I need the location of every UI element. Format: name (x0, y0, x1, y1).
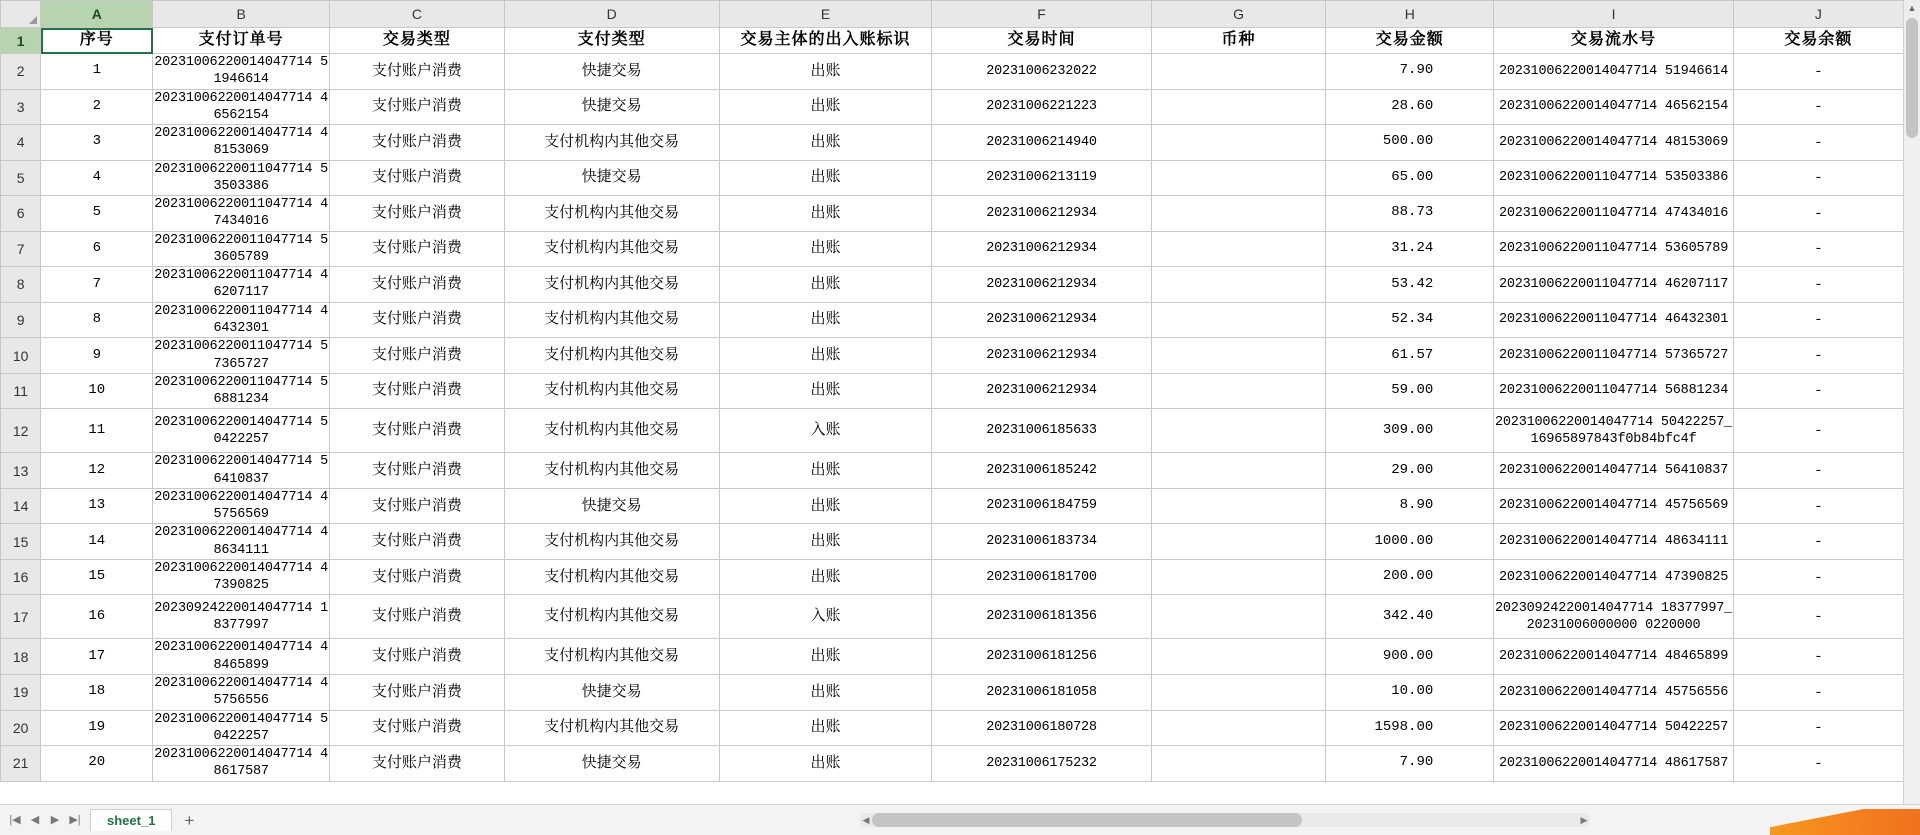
cell-i18[interactable]: 20231006220014047714 48465899 (1494, 639, 1734, 675)
cell-h9[interactable]: 52.34 (1326, 302, 1494, 338)
cell-g17[interactable] (1151, 595, 1326, 639)
horizontal-scrollbar[interactable] (860, 813, 1590, 827)
cell-g20[interactable] (1151, 710, 1326, 746)
cell-d1[interactable]: 支付类型 (504, 28, 719, 54)
cell-d21[interactable]: 快捷交易 (504, 746, 719, 782)
cell-j13[interactable]: - (1733, 453, 1903, 489)
cell-c9[interactable]: 支付账户消费 (330, 302, 505, 338)
cell-b19[interactable]: 20231006220014047714 45756556 (154, 675, 329, 709)
table-row[interactable] (1, 453, 1904, 489)
cell-d8[interactable]: 支付机构内其他交易 (504, 267, 719, 303)
cell-i2[interactable]: 20231006220014047714 51946614 (1494, 54, 1734, 90)
cell-e13[interactable]: 出账 (719, 453, 932, 489)
cell-g16[interactable] (1151, 559, 1326, 595)
scroll-right-arrow[interactable]: ▶ (1580, 815, 1588, 825)
cell-g13[interactable] (1151, 453, 1326, 489)
cell-g11[interactable] (1151, 373, 1326, 409)
cell-b10[interactable]: 20231006220011047714 57365727 (154, 339, 329, 372)
cell-i13[interactable]: 20231006220014047714 56410837 (1494, 453, 1734, 489)
cell-h6[interactable]: 88.73 (1326, 196, 1494, 232)
cell-i1[interactable]: 交易流水号 (1494, 28, 1734, 54)
cell-f12[interactable]: 20231006185633 (932, 409, 1151, 453)
cell-i6[interactable]: 20231006220011047714 47434016 (1494, 196, 1734, 232)
cell-f6[interactable]: 20231006212934 (932, 196, 1151, 232)
cell-h11[interactable]: 59.00 (1326, 373, 1494, 409)
cell-b4[interactable]: 20231006220014047714 48153069 (154, 126, 329, 159)
status-bar (0, 804, 1920, 835)
cell-i8[interactable]: 20231006220011047714 46207117 (1494, 267, 1734, 303)
cell-e11[interactable]: 出账 (719, 373, 932, 409)
cell-j3[interactable]: - (1733, 89, 1903, 125)
cell-d16[interactable]: 支付机构内其他交易 (504, 559, 719, 595)
cell-a18[interactable]: 17 (41, 639, 153, 675)
cell-d17[interactable]: 支付机构内其他交易 (504, 595, 719, 639)
row-header-14[interactable]: 14 (1, 488, 41, 524)
cell-c6[interactable]: 支付账户消费 (330, 196, 505, 232)
cell-g7[interactable] (1151, 231, 1326, 267)
cell-a17[interactable]: 16 (41, 595, 153, 639)
cell-e16[interactable]: 出账 (719, 559, 932, 595)
cell-h8[interactable]: 53.42 (1326, 267, 1494, 303)
cell-e14[interactable]: 出账 (719, 488, 932, 524)
cell-c18[interactable]: 支付账户消费 (330, 639, 505, 675)
cell-b21[interactable]: 20231006220014047714 48617587 (154, 747, 329, 780)
cell-d12[interactable]: 支付机构内其他交易 (504, 409, 719, 453)
row-header-11[interactable]: 11 (1, 373, 41, 409)
cell-a1[interactable]: 序号 (41, 28, 153, 54)
cell-j21[interactable]: - (1733, 746, 1903, 782)
cell-j6[interactable]: - (1733, 196, 1903, 232)
cell-d6[interactable]: 支付机构内其他交易 (504, 196, 719, 232)
cell-c20[interactable]: 支付账户消费 (330, 710, 505, 746)
cell-c4[interactable]: 支付账户消费 (330, 125, 505, 161)
cell-c13[interactable]: 支付账户消费 (330, 453, 505, 489)
cell-g15[interactable] (1151, 524, 1326, 560)
cell-g6[interactable] (1151, 196, 1326, 232)
row-header-21[interactable]: 21 (1, 746, 41, 782)
cell-j10[interactable]: - (1733, 338, 1903, 374)
cell-e17[interactable]: 入账 (719, 595, 932, 639)
row-header-20[interactable]: 20 (1, 710, 41, 746)
table-row[interactable] (1, 674, 1904, 710)
sheet-nav-buttons[interactable] (0, 811, 90, 829)
cell-d15[interactable]: 支付机构内其他交易 (504, 524, 719, 560)
cell-h3[interactable]: 28.60 (1326, 89, 1494, 125)
cell-f1[interactable]: 交易时间 (932, 28, 1151, 54)
cell-a21[interactable]: 20 (41, 746, 153, 782)
cell-h16[interactable]: 200.00 (1326, 559, 1494, 595)
cell-i7[interactable]: 20231006220011047714 53605789 (1494, 231, 1734, 267)
cell-j12[interactable]: - (1733, 409, 1903, 453)
row-header-2[interactable]: 2 (1, 54, 41, 90)
cell-j19[interactable]: - (1733, 674, 1903, 710)
prev-sheet-button[interactable]: ◀ (30, 814, 40, 826)
cell-i15[interactable]: 20231006220014047714 48634111 (1494, 524, 1734, 560)
cell-j7[interactable]: - (1733, 231, 1903, 267)
sheet-tab-sheet_1[interactable]: sheet_1 (90, 809, 172, 831)
cell-b11[interactable]: 20231006220011047714 56881234 (154, 374, 329, 408)
row-header-13[interactable]: 13 (1, 453, 41, 489)
cell-c11[interactable]: 支付账户消费 (330, 373, 505, 409)
cell-b6[interactable]: 20231006220011047714 47434016 (154, 197, 329, 230)
cell-j4[interactable]: - (1733, 125, 1903, 161)
cell-b13[interactable]: 20231006220014047714 56410837 (154, 454, 329, 487)
row-header-5[interactable]: 5 (1, 160, 41, 196)
row-header-18[interactable]: 18 (1, 639, 41, 675)
cell-h10[interactable]: 61.57 (1326, 338, 1494, 374)
cell-f4[interactable]: 20231006214940 (932, 125, 1151, 161)
cell-f17[interactable]: 20231006181356 (932, 595, 1151, 639)
column-header-d[interactable]: D (504, 1, 719, 28)
table-row[interactable] (1, 302, 1904, 338)
cell-f9[interactable]: 20231006212934 (932, 302, 1151, 338)
cell-d7[interactable]: 支付机构内其他交易 (504, 231, 719, 267)
table-row[interactable] (1, 160, 1904, 196)
cell-h5[interactable]: 65.00 (1326, 160, 1494, 196)
cell-a7[interactable]: 6 (41, 231, 153, 267)
cell-d18[interactable]: 支付机构内其他交易 (504, 639, 719, 675)
cell-c7[interactable]: 支付账户消费 (330, 231, 505, 267)
cell-e10[interactable]: 出账 (719, 338, 932, 374)
scroll-up-arrow[interactable]: ▲ (1904, 0, 1920, 16)
cell-a12[interactable]: 11 (41, 409, 153, 453)
column-header-h[interactable]: H (1326, 1, 1494, 28)
cell-b2[interactable]: 20231006220014047714 51946614 (154, 55, 329, 88)
cell-b12[interactable]: 20231006220014047714 50422257 (153, 409, 330, 453)
column-header-b[interactable]: B (153, 1, 330, 28)
cell-a13[interactable]: 12 (41, 453, 153, 489)
row-header-19[interactable]: 19 (1, 674, 41, 710)
cell-e2[interactable]: 出账 (719, 54, 932, 90)
cell-c14[interactable]: 支付账户消费 (330, 488, 505, 524)
cell-h15[interactable]: 1000.00 (1326, 524, 1494, 560)
cell-b1[interactable]: 支付订单号 (153, 28, 330, 54)
cell-c10[interactable]: 支付账户消费 (330, 338, 505, 374)
cell-g12[interactable] (1151, 409, 1326, 453)
cell-e19[interactable]: 出账 (719, 674, 932, 710)
cell-j9[interactable]: - (1733, 302, 1903, 338)
cell-e6[interactable]: 出账 (719, 196, 932, 232)
cell-c21[interactable]: 支付账户消费 (330, 746, 505, 782)
row-header-8[interactable]: 8 (1, 267, 41, 303)
cell-j16[interactable]: - (1733, 559, 1903, 595)
cell-e12[interactable]: 入账 (719, 409, 932, 453)
cell-c3[interactable]: 支付账户消费 (330, 89, 505, 125)
cell-f19[interactable]: 20231006181058 (932, 674, 1151, 710)
cell-f18[interactable]: 20231006181256 (932, 639, 1151, 675)
cell-g18[interactable] (1151, 639, 1326, 675)
cell-a19[interactable]: 18 (41, 674, 153, 710)
cell-d13[interactable]: 支付机构内其他交易 (504, 453, 719, 489)
cell-i11[interactable]: 20231006220011047714 56881234 (1494, 373, 1734, 409)
cell-f8[interactable]: 20231006212934 (932, 267, 1151, 303)
cell-h2[interactable]: 7.90 (1326, 54, 1494, 90)
corner-triangle-icon (29, 16, 37, 24)
cell-a11[interactable]: 10 (41, 373, 153, 409)
cell-e1[interactable]: 交易主体的出入账标识 (719, 28, 932, 54)
cell-g19[interactable] (1151, 674, 1326, 710)
cell-f3[interactable]: 20231006221223 (932, 89, 1151, 125)
cell-i3[interactable]: 20231006220014047714 46562154 (1494, 89, 1734, 125)
cell-a20[interactable]: 19 (41, 710, 153, 746)
cell-a14[interactable]: 13 (41, 488, 153, 524)
cell-g9[interactable] (1151, 302, 1326, 338)
table-row[interactable] (1, 639, 1904, 675)
cell-c17[interactable]: 支付账户消费 (330, 595, 505, 639)
cell-c1[interactable]: 交易类型 (330, 28, 505, 54)
cell-b7[interactable]: 20231006220011047714 53605789 (154, 232, 329, 265)
table-row[interactable] (1, 409, 1904, 453)
cell-b9[interactable]: 20231006220011047714 46432301 (154, 303, 329, 336)
cell-i17[interactable]: 20230924220014047714 18377997_20231006000000 0220000 (1494, 595, 1734, 639)
row-header-7[interactable]: 7 (1, 231, 41, 267)
cell-j11[interactable]: - (1733, 373, 1903, 409)
cell-g5[interactable] (1151, 160, 1326, 196)
cell-c12[interactable]: 支付账户消费 (330, 409, 505, 453)
row-header-10[interactable]: 10 (1, 338, 41, 374)
table-row[interactable] (1, 196, 1904, 232)
cell-b8[interactable]: 20231006220011047714 46207117 (154, 268, 329, 301)
cell-g1[interactable]: 币种 (1151, 28, 1326, 54)
cell-a3[interactable]: 2 (41, 89, 153, 125)
cell-a9[interactable]: 8 (41, 302, 153, 338)
cell-i16[interactable]: 20231006220014047714 47390825 (1494, 559, 1734, 595)
table-row[interactable] (1, 54, 1904, 90)
cell-j2[interactable]: - (1733, 54, 1903, 90)
cell-a6[interactable]: 5 (41, 196, 153, 232)
cell-i4[interactable]: 20231006220014047714 48153069 (1494, 125, 1734, 161)
cell-e20[interactable]: 出账 (719, 710, 932, 746)
cell-g14[interactable] (1151, 488, 1326, 524)
row-header-4[interactable]: 4 (1, 125, 41, 161)
table-row[interactable] (1, 524, 1904, 560)
cell-e9[interactable]: 出账 (719, 302, 932, 338)
cell-b3[interactable]: 20231006220014047714 46562154 (154, 90, 329, 123)
cell-a10[interactable]: 9 (41, 338, 153, 374)
row-header-12[interactable]: 12 (1, 409, 41, 453)
cell-f2[interactable]: 20231006232022 (932, 54, 1151, 90)
select-all-corner[interactable] (1, 1, 41, 28)
cell-b15[interactable]: 20231006220014047714 48634111 (154, 525, 329, 558)
cell-i14[interactable]: 20231006220014047714 45756569 (1494, 488, 1734, 524)
row-header-15[interactable]: 15 (1, 524, 41, 560)
table-row[interactable] (1, 125, 1904, 161)
table-row[interactable] (1, 488, 1904, 524)
first-sheet-button[interactable]: |◀ (9, 814, 21, 826)
table-row[interactable] (1, 595, 1904, 639)
cell-h17[interactable]: 342.40 (1326, 595, 1494, 639)
cell-f16[interactable]: 20231006181700 (932, 559, 1151, 595)
orange-band-graphic (1770, 809, 1920, 835)
table-row[interactable] (1, 28, 1904, 54)
cell-d2[interactable]: 快捷交易 (504, 54, 719, 90)
cell-f13[interactable]: 20231006185242 (932, 453, 1151, 489)
cell-b14[interactable]: 20231006220014047714 45756569 (154, 489, 329, 523)
cell-f15[interactable]: 20231006183734 (932, 524, 1151, 560)
cell-h19[interactable]: 10.00 (1326, 674, 1494, 710)
cell-f5[interactable]: 20231006213119 (932, 160, 1151, 196)
cell-e8[interactable]: 出账 (719, 267, 932, 303)
cell-f20[interactable]: 20231006180728 (932, 710, 1151, 746)
next-sheet-button[interactable]: ▶ (50, 814, 60, 826)
cell-a2[interactable]: 1 (41, 54, 153, 90)
cell-a16[interactable]: 15 (41, 559, 153, 595)
column-header-e[interactable]: E (719, 1, 932, 28)
cell-b16[interactable]: 20231006220014047714 47390825 (154, 560, 329, 594)
cell-e7[interactable]: 出账 (719, 231, 932, 267)
cell-b5[interactable]: 20231006220011047714 53503386 (154, 161, 329, 194)
cell-d4[interactable]: 支付机构内其他交易 (504, 125, 719, 161)
cell-d14[interactable]: 快捷交易 (504, 488, 719, 524)
cell-b17[interactable]: 20230924220014047714 18377997 (153, 595, 330, 639)
cell-i5[interactable]: 20231006220011047714 53503386 (1494, 160, 1734, 196)
cell-h7[interactable]: 31.24 (1326, 231, 1494, 267)
table-row[interactable] (1, 267, 1904, 303)
table-row[interactable] (1, 89, 1904, 125)
cell-j18[interactable]: - (1733, 639, 1903, 675)
row-header-3[interactable]: 3 (1, 89, 41, 125)
cell-f10[interactable]: 20231006212934 (932, 338, 1151, 374)
cell-j1[interactable]: 交易余额 (1733, 28, 1903, 54)
cell-i20[interactable]: 20231006220014047714 50422257 (1494, 710, 1734, 746)
cell-j8[interactable]: - (1733, 267, 1903, 303)
table-row[interactable] (1, 338, 1904, 374)
cell-g2[interactable] (1151, 54, 1326, 90)
column-header-j[interactable]: J (1733, 1, 1903, 28)
cell-g3[interactable] (1151, 89, 1326, 125)
cell-i10[interactable]: 20231006220011047714 57365727 (1494, 338, 1734, 374)
table-row[interactable] (1, 746, 1904, 782)
row-header-16[interactable]: 16 (1, 559, 41, 595)
cell-h14[interactable]: 8.90 (1326, 488, 1494, 524)
cell-b20[interactable]: 20231006220014047714 50422257 (154, 711, 329, 744)
cell-j15[interactable]: - (1733, 524, 1903, 560)
cell-a5[interactable]: 4 (41, 160, 153, 196)
row-header-1[interactable]: 1 (1, 28, 41, 54)
cell-h18[interactable]: 900.00 (1326, 639, 1494, 675)
cell-f14[interactable]: 20231006184759 (932, 488, 1151, 524)
cell-h20[interactable]: 1598.00 (1326, 710, 1494, 746)
row-header-9[interactable]: 9 (1, 302, 41, 338)
cell-j5[interactable]: - (1733, 160, 1903, 196)
cell-j17[interactable]: - (1733, 595, 1903, 639)
cell-d19[interactable]: 快捷交易 (504, 674, 719, 710)
cell-d10[interactable]: 支付机构内其他交易 (504, 338, 719, 374)
cell-i9[interactable]: 20231006220011047714 46432301 (1494, 302, 1734, 338)
cell-h4[interactable]: 500.00 (1326, 125, 1494, 161)
cell-h12[interactable]: 309.00 (1326, 409, 1494, 453)
cell-i12[interactable]: 20231006220014047714 50422257_16965897843f0b84bfc4f (1494, 409, 1734, 453)
cell-e15[interactable]: 出账 (719, 524, 932, 560)
column-header-c[interactable]: C (330, 1, 505, 28)
table-row[interactable] (1, 559, 1904, 595)
cell-d5[interactable]: 快捷交易 (504, 160, 719, 196)
cell-d20[interactable]: 支付机构内其他交易 (504, 710, 719, 746)
cell-f7[interactable]: 20231006212934 (932, 231, 1151, 267)
cell-e4[interactable]: 出账 (719, 125, 932, 161)
cell-c19[interactable]: 支付账户消费 (330, 674, 505, 710)
cell-a8[interactable]: 7 (41, 267, 153, 303)
vertical-scrollbar[interactable] (1903, 0, 1920, 804)
cell-h1[interactable]: 交易金额 (1326, 28, 1494, 54)
cell-g4[interactable] (1151, 125, 1326, 161)
last-sheet-button[interactable]: ▶| (69, 814, 81, 826)
row-header-17[interactable]: 17 (1, 595, 41, 639)
cell-a15[interactable]: 14 (41, 524, 153, 560)
cell-e3[interactable]: 出账 (719, 89, 932, 125)
cell-i19[interactable]: 20231006220014047714 45756556 (1494, 674, 1734, 710)
cell-g21[interactable] (1151, 746, 1326, 782)
table-row[interactable] (1, 231, 1904, 267)
cell-c8[interactable]: 支付账户消费 (330, 267, 505, 303)
cell-c16[interactable]: 支付账户消费 (330, 559, 505, 595)
horizontal-scroll-thumb[interactable] (872, 813, 1302, 827)
cell-f21[interactable]: 20231006175232 (932, 746, 1151, 782)
scroll-left-arrow[interactable]: ◀ (862, 815, 870, 825)
cell-a4[interactable]: 3 (41, 125, 153, 161)
cell-h21[interactable]: 7.90 (1326, 746, 1494, 782)
cell-c15[interactable]: 支付账户消费 (330, 524, 505, 560)
column-header-g[interactable]: G (1151, 1, 1326, 28)
cell-c5[interactable]: 支付账户消费 (330, 160, 505, 196)
cell-h13[interactable]: 29.00 (1326, 453, 1494, 489)
cell-d3[interactable]: 快捷交易 (504, 89, 719, 125)
cell-i21[interactable]: 20231006220014047714 48617587 (1494, 746, 1734, 782)
cell-g8[interactable] (1151, 267, 1326, 303)
cell-f11[interactable]: 20231006212934 (932, 373, 1151, 409)
column-header-i[interactable]: I (1494, 1, 1734, 28)
column-header-row[interactable] (1, 1, 1904, 28)
column-header-f[interactable]: F (932, 1, 1151, 28)
cell-j20[interactable]: - (1733, 710, 1903, 746)
cell-e5[interactable]: 出账 (719, 160, 932, 196)
cell-e18[interactable]: 出账 (719, 639, 932, 675)
add-sheet-button[interactable]: + (184, 810, 195, 830)
cell-c2[interactable]: 支付账户消费 (330, 54, 505, 90)
table-row[interactable] (1, 710, 1904, 746)
cell-g10[interactable] (1151, 338, 1326, 374)
cell-j14[interactable]: - (1733, 488, 1903, 524)
cell-d11[interactable]: 支付机构内其他交易 (504, 373, 719, 409)
cell-e21[interactable]: 出账 (719, 746, 932, 782)
column-header-a[interactable]: A (41, 1, 153, 28)
cell-b18[interactable]: 20231006220014047714 48465899 (154, 640, 329, 673)
row-header-6[interactable]: 6 (1, 196, 41, 232)
table-row[interactable] (1, 373, 1904, 409)
grid-body (1, 28, 1904, 782)
corner-decoration (1770, 809, 1920, 835)
vertical-scroll-thumb[interactable] (1906, 18, 1918, 138)
cell-d9[interactable]: 支付机构内其他交易 (504, 302, 719, 338)
